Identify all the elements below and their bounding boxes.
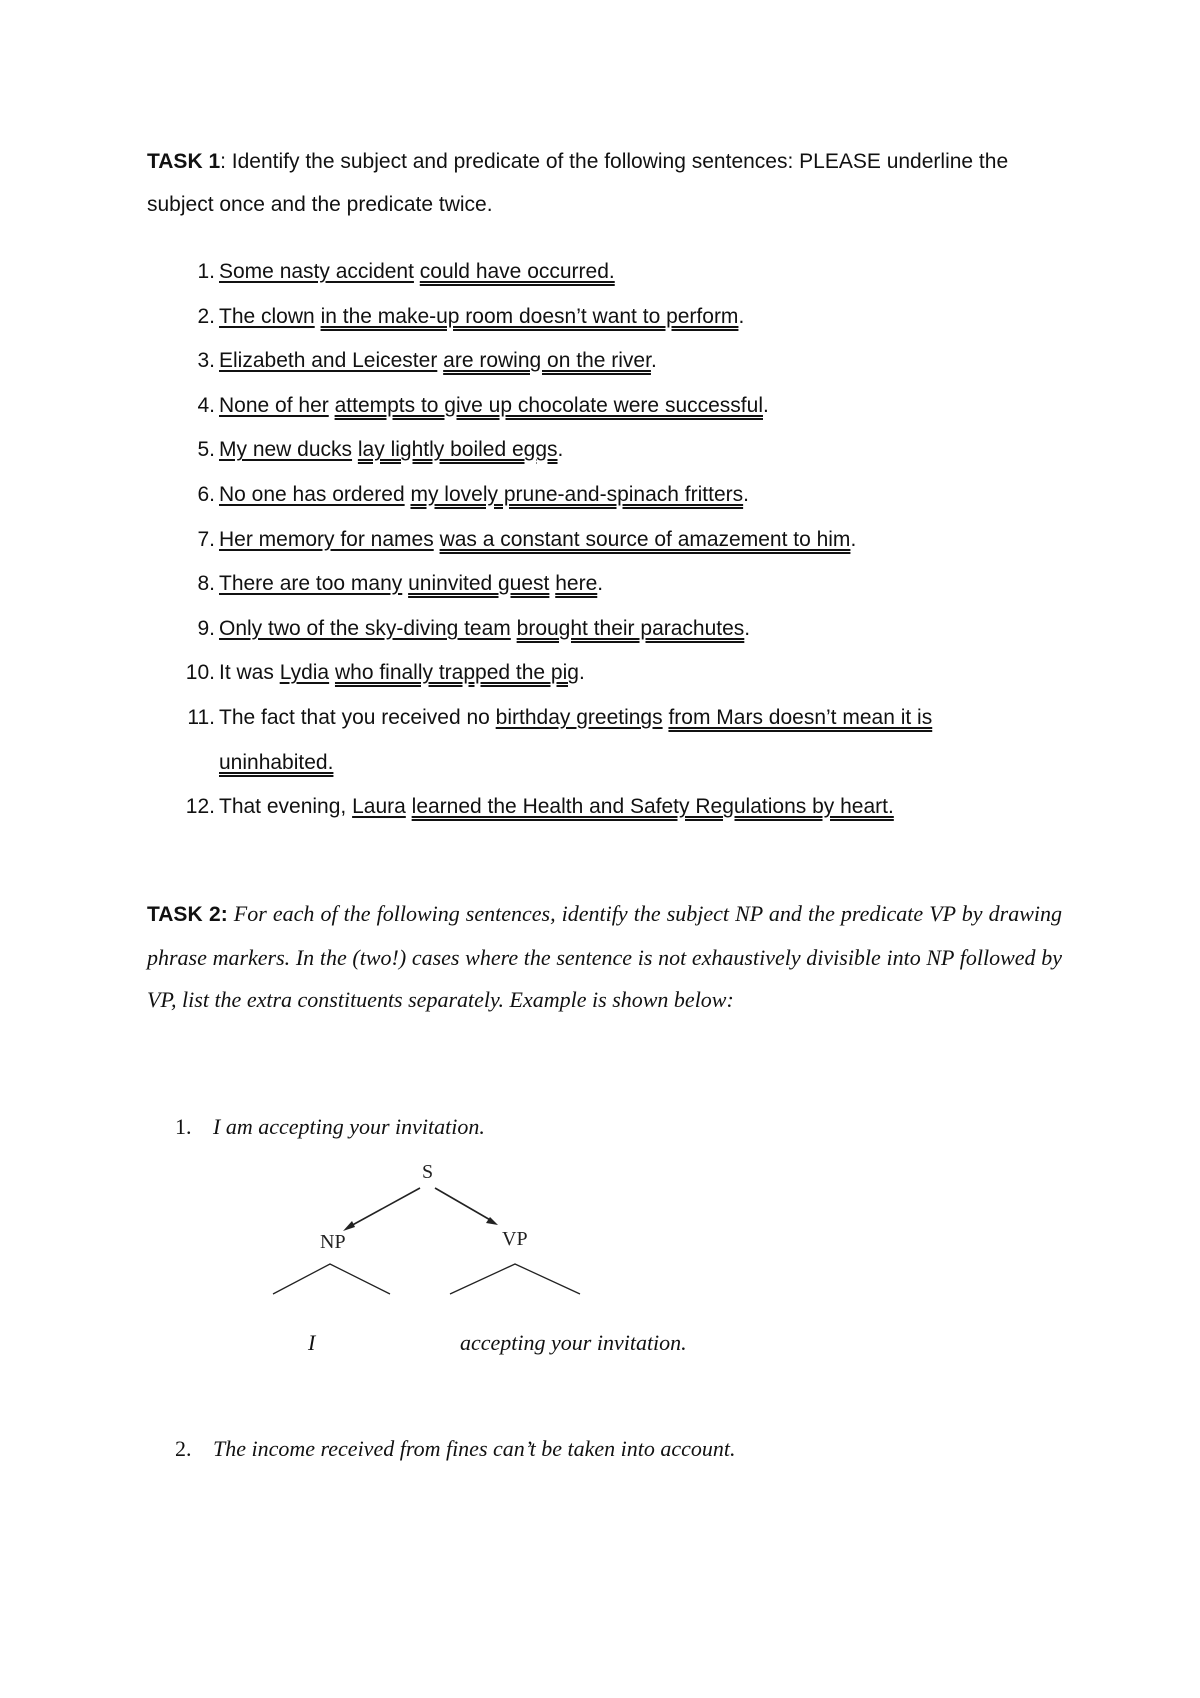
task1-label: TASK 1 [147, 150, 221, 173]
sentence-item [147, 428, 1047, 473]
predicate-underlined: learned the Health and Safety Regulations by heart. [411, 795, 894, 819]
subject-underlined: Some nasty accident [219, 260, 414, 283]
plain-text: The fact that you received no [219, 705, 496, 729]
arrowhead-np [343, 1221, 355, 1231]
task2-label: TASK 2: [147, 903, 228, 926]
sentence-item [147, 518, 1047, 563]
subject-underlined: Elizabeth and Leicester [219, 349, 438, 373]
sentence-item [147, 785, 1047, 830]
tree-branch-s-np [347, 1188, 420, 1228]
plain-text: . [762, 393, 769, 417]
tree-leaf-vp: accepting your invitation. [460, 1330, 687, 1355]
np-triangle [273, 1264, 390, 1294]
plain-text: That evening, [219, 795, 353, 819]
tree-node-np: NP [320, 1231, 346, 1253]
subject-underlined: Only two of the sky-diving team [219, 616, 511, 640]
predicate-underlined: from Mars doesn’t mean it is uninhabited. [219, 705, 933, 774]
sentence-number: 11. [187, 705, 215, 729]
subject-underlined: birthday greetings [495, 705, 663, 729]
sentence-number: 6. [197, 482, 215, 506]
predicate-underlined: my lovely prune-and-spinach fritters [410, 482, 744, 506]
example-sentence: The income received from fines can’t be taken into account. [213, 1436, 736, 1461]
sentence-number: 8. [197, 572, 215, 596]
plain-text: It was [219, 661, 280, 685]
sentence-number: 10. [185, 661, 215, 685]
task1-instruction: : Identify the subject and predicate of the following sentences: PLEASE underline the subject once and the predicate twice. [147, 150, 1009, 216]
example-number: 2. [175, 1436, 192, 1461]
plain-text: . [597, 572, 604, 596]
tree-leaf-np: I [308, 1330, 316, 1355]
plain-text: . [743, 482, 749, 506]
sentence-item [147, 651, 1047, 696]
sentence-number: 2. [197, 304, 215, 328]
sentence-item [147, 339, 1047, 384]
plain-text: . [650, 349, 657, 373]
tree-node-vp: VP [502, 1228, 528, 1250]
sentence-number: 5. [197, 438, 215, 462]
predicate-underlined: was a constant source of amazement to him [439, 527, 851, 551]
predicate-underlined: in the make-up room doesn’t want to perform [320, 304, 739, 328]
predicate-underlined: who finally trapped the pig [334, 661, 579, 685]
subject-underlined: There are too many [219, 572, 403, 596]
subject-underlined: The clown [219, 304, 315, 328]
sentence-number: 9. [197, 616, 215, 640]
tree-node-s: S [422, 1161, 434, 1183]
sentence-number: 12. [185, 795, 215, 819]
sentence-number: 4. [197, 393, 215, 417]
predicate-underlined: attempts to give up chocolate were successful [334, 393, 763, 417]
plain-text: . [578, 661, 585, 685]
task1-heading [147, 140, 1062, 226]
predicate-underlined: are rowing on the river [443, 349, 651, 373]
plain-text: . [557, 438, 564, 462]
sentence-item [147, 295, 1047, 340]
subject-underlined: Lydia [279, 661, 330, 685]
sentence-item [147, 250, 1047, 295]
subject-underlined: Her memory for names [219, 527, 434, 551]
sentence-item [147, 562, 1047, 607]
plain-text: . [744, 616, 751, 640]
task1-sentence-list [147, 250, 1047, 830]
tree-branch-s-vp [435, 1188, 492, 1221]
example-number: 1. [175, 1114, 192, 1139]
subject-underlined: My new ducks [219, 438, 353, 462]
subject-underlined: None of her [219, 393, 329, 417]
example-sentence: I am accepting your invitation. [213, 1114, 485, 1139]
sentence-number: 7. [197, 527, 215, 551]
plain-text: . [850, 527, 857, 551]
predicate-underlined: here [555, 572, 598, 596]
predicate-underlined: lay lightly boiled eggs [357, 438, 558, 462]
task2-instruction: For each of the following sentences, identify the subject NP and the predicate VP by drawing phrase markers. In the (two!) cases where the sentence is not exhaustively divisible into NP followed by VP, list the extra constituents separately. Example is shown below: [147, 901, 1062, 1012]
sentence-item [147, 384, 1047, 429]
vp-triangle [450, 1264, 580, 1294]
sentence-item [147, 696, 1047, 785]
subject-underlined: No one has ordered [219, 482, 405, 506]
plain-text: . [738, 304, 745, 328]
phrase-marker-tree [260, 1155, 620, 1315]
sentence-number: 3. [197, 349, 215, 373]
sentence-item [147, 607, 1047, 652]
predicate-underlined: uninvited guest [408, 572, 550, 596]
subject-underlined: Laura [352, 795, 406, 819]
predicate-underlined: brought their parachutes [516, 616, 745, 640]
predicate-underlined: could have occurred. [419, 260, 615, 283]
sentence-number: 1. [197, 260, 215, 283]
sentence-item [147, 473, 1047, 518]
task2-heading [147, 893, 1062, 1022]
